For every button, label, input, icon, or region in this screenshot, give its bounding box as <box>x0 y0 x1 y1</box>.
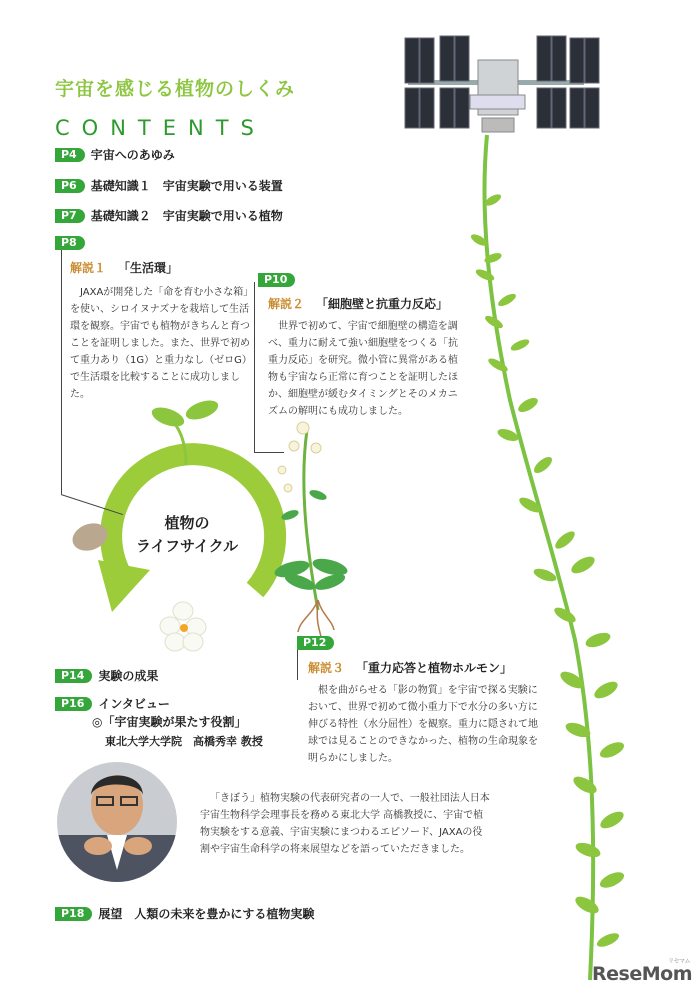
lifecycle-label <box>112 512 262 558</box>
page-badge: P7 <box>55 209 85 223</box>
section-text-p12: 根を曲がらせる「影の物質」を宇宙で探る実験において、世界で初めて微小重力下で水分の多い方に伸びる特性（水分屈性）を観察。重力に隠されて地球では見ることのできなかった、植物の生命現象を明らかにしました。 <box>308 685 538 764</box>
kaisetsu-label: 解説３ <box>308 661 345 675</box>
section-title: 「細胞壁と抗重力反応」 <box>316 297 449 311</box>
section-heading-p10 <box>268 295 448 312</box>
toc-item-p18[interactable] <box>55 905 314 922</box>
vine-stem <box>484 135 593 980</box>
section-text-p10: 世界で初めて、宇宙で細胞壁の構造を調べ、重力に耐えて強い細胞壁をつくる「抗重力反応」を研究。微小管に異常がある植物も宇宙なら正常に育つことを証明したほか、細胞壁が緩むタイミングとそのメカニズムの解明にも成功しました。 <box>268 321 458 417</box>
interview-subtitle: ◎「宇宙実験が果たす役割」 <box>92 715 247 729</box>
section-title: 「生活環」 <box>118 261 179 275</box>
professor-photo <box>55 760 180 895</box>
page-badge: P16 <box>55 697 92 711</box>
toc-item-p6[interactable] <box>55 177 283 194</box>
toc-label: 実験の成果 <box>98 669 159 683</box>
connector-h-p10 <box>254 452 284 453</box>
section-text-p8: JAXAが開発した「命を育む小さな箱」を使い、シロイヌナズナを栽培して生活環を観察。宇宙でも植物がきちんと育つことを証明しました。また、世界で初めて重力あり（1G）と重力なし（ゼロG）で生活環を比較することに成功しました。 <box>70 287 250 400</box>
section-heading-p12 <box>308 659 512 676</box>
page-badge: P14 <box>55 669 92 683</box>
section-title: 「重力応答と植物ホルモン」 <box>356 661 513 675</box>
toc-label: 基礎知識１ 宇宙実験で用いる装置 <box>90 179 283 193</box>
toc-item-p7[interactable] <box>55 207 283 224</box>
toc-label: 基礎知識２ 宇宙実験で用いる植物 <box>90 209 283 223</box>
iss-illustration <box>405 36 599 132</box>
kaisetsu-label: 解説２ <box>268 297 305 311</box>
interview-person: 東北大学大学院 高橋秀幸 教授 <box>105 735 263 748</box>
connector-line-p8 <box>61 244 62 494</box>
toc-label: 宇宙へのあゆみ <box>90 148 175 162</box>
contents-heading: CONTENTS <box>55 116 266 140</box>
kaisetsu-label: 解説１ <box>70 261 107 275</box>
logo-kana: リセマム <box>668 958 690 965</box>
toc-label: インタビュー <box>98 697 170 711</box>
resemom-logo[interactable] <box>592 958 692 985</box>
page-title: 宇宙を感じる植物のしくみ <box>55 78 296 100</box>
toc-item-p4[interactable] <box>55 146 175 163</box>
toc-item-p14[interactable] <box>55 667 158 684</box>
page-badge: P18 <box>55 907 92 921</box>
page-badge: P4 <box>55 148 85 162</box>
connector-line-p10 <box>254 282 255 452</box>
page-badge-p10[interactable]: P10 <box>258 273 295 287</box>
page-badge-p12[interactable]: P12 <box>297 636 334 650</box>
section-heading-p8 <box>70 259 178 276</box>
toc-item-p16[interactable] <box>55 695 170 712</box>
page-badge: P6 <box>55 179 85 193</box>
lifecycle-label-line2: ライフサイクル <box>135 537 239 555</box>
page-badge-p8[interactable]: P8 <box>55 236 85 250</box>
toc-label: 展望 人類の未来を豊かにする植物実験 <box>98 907 315 921</box>
lifecycle-label-line1: 植物の <box>164 514 210 532</box>
logo-text: ReseMom <box>592 963 692 985</box>
interview-intro: 「きぼう」植物実験の代表研究者の一人で、一般社団法人日本宇宙生物科学会理事長を務める東北大学 高橋教授に、宇宙で植物実験をする意義、宇宙実験にまつわるエピソード、JAXAの役割や宇宙生命科学の将来展望などを語っていただきました。 <box>200 793 490 855</box>
